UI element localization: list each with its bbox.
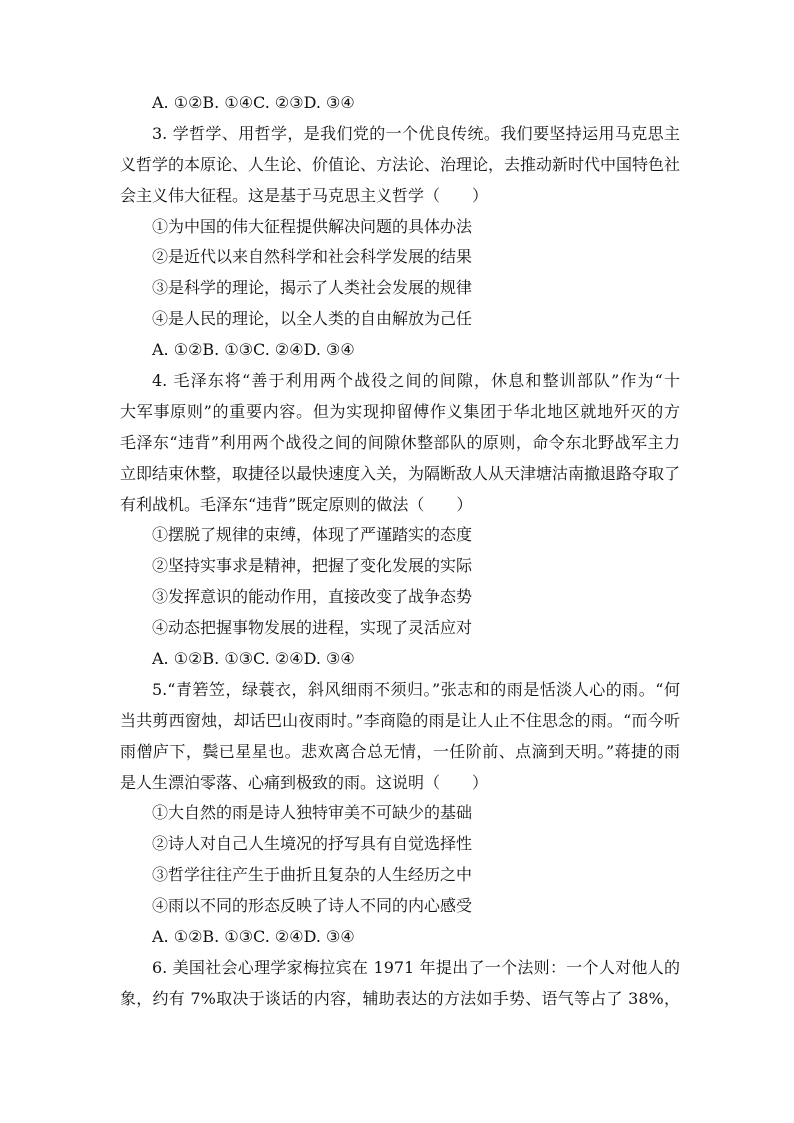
q3-answer-choices: A. ①②B. ①③C. ②④D. ③④ bbox=[152, 340, 355, 360]
q6-stem-line: 象，约有 7%取决于谈话的内容，辅助表达的方法如手势、语气等占了 38%， bbox=[120, 988, 680, 1008]
q3-stem-line: 义哲学的本原论、人生论、价值论、方法论、治理论，去推动新时代中国特色社 bbox=[120, 154, 680, 174]
q4-answer-choices: A. ①②B. ①③C. ②④D. ③④ bbox=[152, 649, 355, 669]
q5-option-2: ②诗人对自己人生境况的抒写具有自觉选择性 bbox=[152, 834, 473, 854]
q3-option-4: ④是人民的理论，以全人类的自由解放为己任 bbox=[152, 309, 473, 329]
q5-stem-line: 是人生漂泊零落、心痛到极致的雨。这说明（ ） bbox=[120, 772, 489, 792]
q5-stem-line: 5.“青箬笠，绿蓑衣，斜风细雨不须归。”张志和的雨是恬淡人心的雨。“何 bbox=[152, 679, 680, 699]
q5-option-1: ①大自然的雨是诗人独特审美不可缺少的基础 bbox=[152, 803, 473, 823]
q4-stem-line: 立即结束休整，取捷径以最快速度入关，为隔断敌人从天津塘沽南撤退路夺取了 bbox=[120, 463, 680, 483]
q3-stem-line: 会主义伟大征程。这是基于马克思主义哲学（ ） bbox=[120, 185, 489, 205]
q4-option-2: ②坚持实事求是精神，把握了变化发展的实际 bbox=[152, 556, 473, 576]
q5-option-3: ③哲学往往产生于曲折且复杂的人生经历之中 bbox=[152, 865, 473, 885]
q3-option-2: ②是近代以来自然科学和社会科学发展的结果 bbox=[152, 247, 473, 267]
q4-option-1: ①摆脱了规律的束缚，体现了严谨踏实的态度 bbox=[152, 525, 473, 545]
q4-stem-line: 大军事原则”的重要内容。但为实现抑留傅作义集团于华北地区就地歼灭的方 bbox=[120, 401, 680, 421]
q3-stem-line: 3. 学哲学、用哲学，是我们党的一个优良传统。我们要坚持运用马克思主 bbox=[152, 123, 680, 143]
question-content bbox=[120, 88, 680, 1015]
q3-option-1: ①为中国的伟大征程提供解决问题的具体办法 bbox=[152, 216, 473, 236]
q4-option-4: ④动态把握事物发展的进程，实现了灵活应对 bbox=[152, 618, 473, 638]
q3-option-3: ③是科学的理论，揭示了人类社会发展的规律 bbox=[152, 278, 473, 298]
q4-stem-line: 4. 毛泽东将“善于利用两个战役之间的间隙，休息和整训部队”作为“十 bbox=[152, 371, 680, 391]
q5-answer-choices: A. ①②B. ①③C. ②④D. ③④ bbox=[152, 927, 355, 947]
q4-option-3: ③发挥意识的能动作用，直接改变了战争态势 bbox=[152, 587, 473, 607]
q4-stem-line: 有利战机。毛泽东“违背”既定原则的做法（ ） bbox=[120, 494, 473, 514]
q6-stem-line: 6. 美国社会心理学家梅拉宾在 1971 年提出了一个法则：一个人对他人的 bbox=[152, 957, 680, 977]
q2-answer-choices: A. ①②B. ①④C. ②③D. ③④ bbox=[152, 93, 355, 112]
q5-option-4: ④雨以不同的形态反映了诗人不同的内心感受 bbox=[152, 896, 473, 916]
q4-stem-line: 毛泽东“违背”利用两个战役之间的间隙休整部队的原则，命令东北野战军主力 bbox=[120, 432, 680, 452]
q5-stem-line: 雨僧庐下，鬓已星星也。悲欢离合总无情，一任阶前、点滴到天明。”蒋捷的雨 bbox=[120, 741, 680, 761]
q5-stem-line: 当共剪西窗烛，却话巴山夜雨时。”李商隐的雨是让人止不住思念的雨。“而今听 bbox=[120, 710, 680, 730]
